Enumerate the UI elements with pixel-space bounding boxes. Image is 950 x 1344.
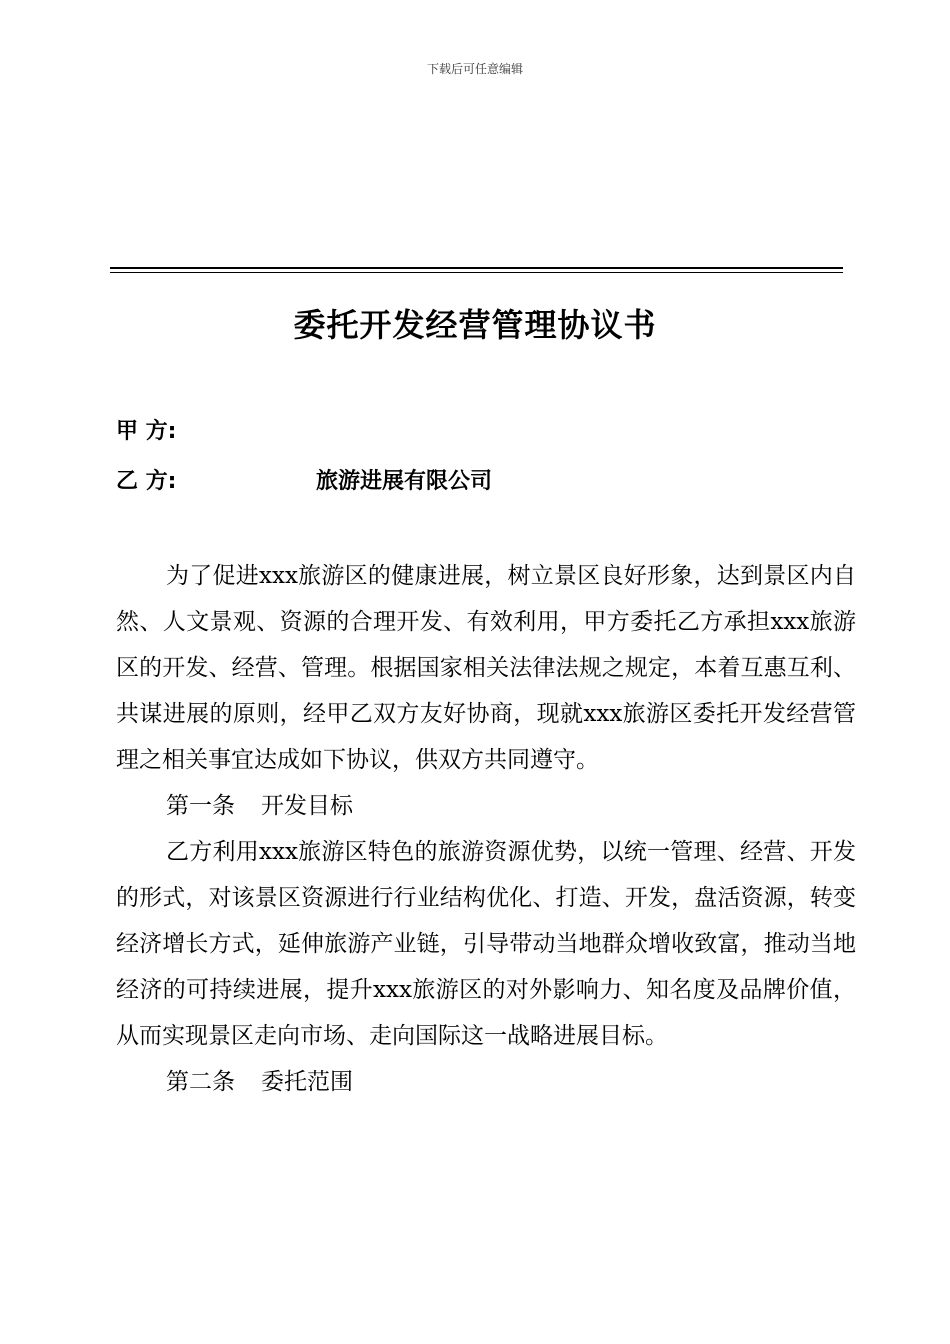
party-a-line <box>116 414 316 445</box>
article-1-heading <box>116 783 856 829</box>
party-b-line <box>116 464 492 495</box>
preamble-paragraph: 为了促进xxx旅游区的健康进展，树立景区良好形象，达到景区内自然、人文景观、资源的合理开发、有效利用，甲方委托乙方承担xxx旅游区的开发、经营、管理。根据国家相关法律法规之规定，本着互惠互利、共谋进展的原则，经甲乙双方友好协商，现就xxx旅游区委托开发经营管理之相关事宜达成如下协议，供双方共同遵守。 <box>116 563 856 773</box>
article-1-title: 开发目标 <box>261 793 353 819</box>
party-b-name: 旅游进展有限公司 <box>316 469 493 494</box>
article-2-title: 委托范围 <box>261 1069 353 1095</box>
title-rule-thick <box>110 267 843 269</box>
title-rule-thin <box>110 272 843 273</box>
document-title: 委托开发经营管理协议书 <box>293 306 657 344</box>
page-header-note: 下载后可任意编辑 <box>426 62 523 76</box>
agreement-body <box>116 553 856 1105</box>
article-2-number: 第二条 <box>166 1069 235 1095</box>
article-1-number: 第一条 <box>166 793 235 819</box>
article-2-heading <box>116 1059 856 1105</box>
party-a-label: 甲 方: <box>116 419 177 444</box>
article-1-paragraph: 乙方利用xxx旅游区特色的旅游资源优势，以统一管理、经营、开发的形式，对该景区资源进行行业结构优化、打造、开发，盘活资源，转变经济增长方式，延伸旅游产业链，引导带动当地群众增收致富，推动当地经济的可持续进展，提升xxx旅游区的对外影响力、知名度及品牌价值，从而实现景区走向市场、走向国际这一战略进展目标。 <box>116 839 856 1049</box>
party-b-label: 乙 方: <box>116 469 177 494</box>
